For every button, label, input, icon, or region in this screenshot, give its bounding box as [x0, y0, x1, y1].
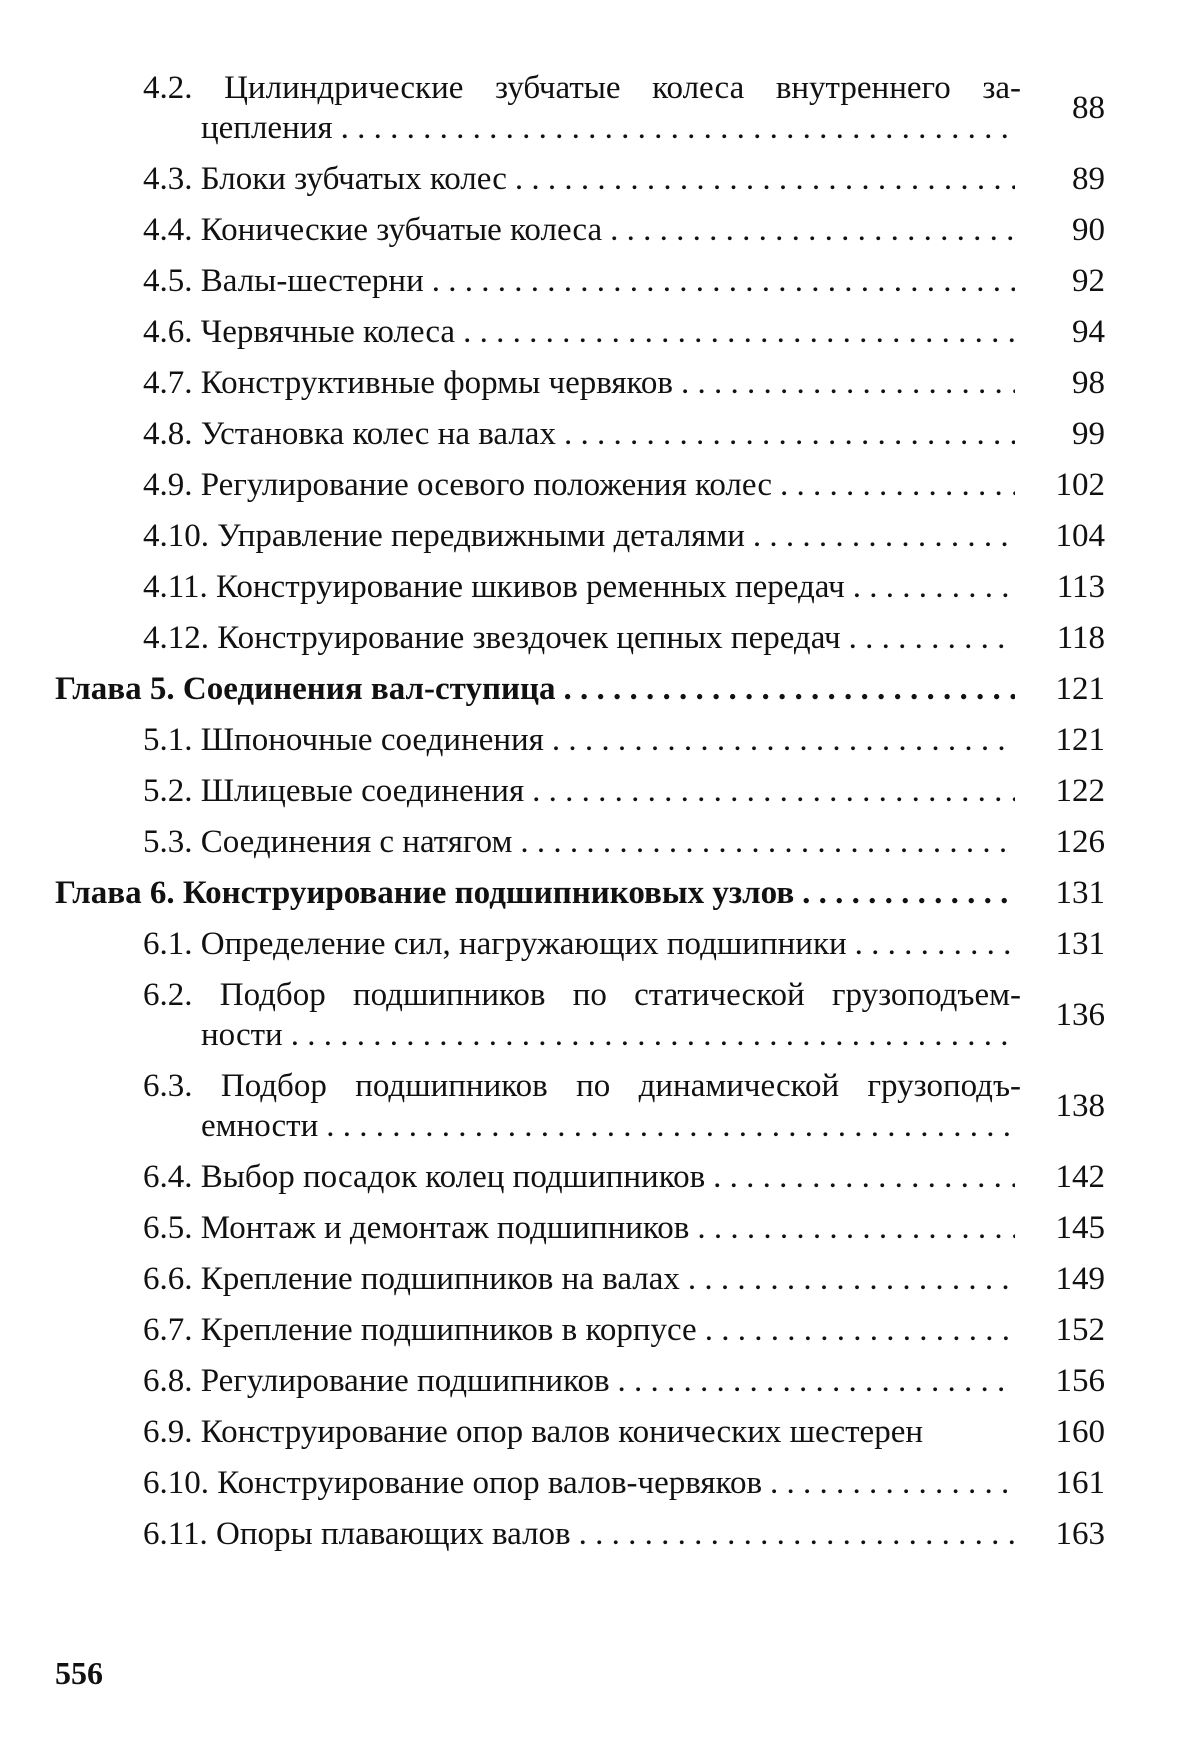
dot-leader [681, 363, 1015, 403]
toc-entry-title-block [55, 1514, 1021, 1554]
toc-entry-page: 99 [1072, 416, 1105, 452]
toc-section-entry [55, 516, 1105, 556]
toc-entry-title-block [55, 771, 1021, 811]
dot-leader [515, 159, 1015, 199]
toc-section-entry [55, 261, 1105, 301]
toc-entry-title-block [55, 669, 1021, 709]
toc-section-entry [55, 1463, 1105, 1503]
toc-entry-title-block [55, 822, 1021, 862]
toc-entry-title: 4.10. Управление передвижными деталями [143, 518, 745, 554]
toc-chapter-entry [55, 669, 1105, 709]
toc-entry-title-block [55, 465, 1021, 505]
toc-section-entry [55, 720, 1105, 760]
dot-leader [341, 108, 1015, 148]
toc-entry-title: 6.4. Выбор посадок колец подшипников [143, 1159, 706, 1195]
dot-leader [564, 414, 1015, 454]
toc-entry-page: 152 [1055, 1312, 1105, 1348]
dot-leader [618, 1361, 1015, 1401]
toc-section-entry [55, 1208, 1105, 1248]
toc-entry-title: 4.3. Блоки зубчатых колес [143, 161, 507, 197]
toc-entry-title: Глава 5. Соединения вал-ступица [55, 671, 556, 707]
toc-entry-title: 4.4. Конические зубчатые колеса [143, 212, 603, 248]
toc-entry-page: 104 [1055, 518, 1105, 554]
toc-entry-page: 94 [1072, 314, 1105, 350]
toc-entry-title-block [55, 159, 1021, 199]
toc-entry-title-block [55, 1157, 1021, 1197]
dot-leader [770, 1463, 1015, 1503]
dot-leader [432, 261, 1015, 301]
toc-section-entry [55, 618, 1105, 658]
toc-entry-title-line1: 6.2. Подбор подшипников по статической грузоподъем- [143, 977, 1021, 1013]
toc-section-entry [55, 159, 1105, 199]
toc-section-entry [55, 1310, 1105, 1350]
dot-leader [463, 312, 1015, 352]
toc-entry-title-line2: ности [201, 1017, 283, 1053]
toc-entry-title: 5.2. Шлицевые соединения [143, 773, 525, 809]
toc-entry-page: 138 [1055, 1088, 1105, 1124]
toc-entry-page: 161 [1055, 1465, 1105, 1501]
toc-entry-title: 4.6. Червячные колеса [143, 314, 456, 350]
toc-entry-title-line2: цепления [201, 110, 333, 146]
toc-entry-page: 160 [1055, 1414, 1105, 1450]
table-of-contents [55, 68, 1105, 1565]
toc-entry-title: 6.9. Конструирование опор валов конических шестерен [143, 1414, 924, 1450]
toc-entry-title: 4.5. Валы-шестерни [143, 263, 424, 299]
dot-leader [855, 924, 1015, 964]
toc-entry-page: 98 [1072, 365, 1105, 401]
toc-entry-title-block [55, 1208, 1021, 1248]
dot-leader [697, 1208, 1015, 1248]
toc-entry-title-block [55, 261, 1021, 301]
toc-section-entry [55, 771, 1105, 811]
toc-entry-title-line1: 6.3. Подбор подшипников по динамической грузоподъ- [143, 1068, 1021, 1104]
toc-entry-title-block [55, 618, 1021, 658]
dot-leader [780, 465, 1015, 505]
toc-section-entry [55, 975, 1105, 1055]
toc-entry-page: 121 [1055, 722, 1105, 758]
toc-entry-title: 4.9. Регулирование осевого положения колес [143, 467, 773, 503]
dot-leader [532, 771, 1015, 811]
dot-leader [849, 618, 1015, 658]
toc-entry-title: 6.10. Конструирование опор валов-червяков [143, 1465, 763, 1501]
toc-entry-title-block [55, 873, 1021, 913]
toc-entry-page: 149 [1055, 1261, 1105, 1297]
toc-entry-title-block [55, 1259, 1021, 1299]
toc-section-entry [55, 1259, 1105, 1299]
toc-section-entry [55, 924, 1105, 964]
toc-entry-page: 92 [1072, 263, 1105, 299]
toc-section-entry [55, 1157, 1105, 1197]
toc-entry-title: 6.11. Опоры плавающих валов [143, 1516, 571, 1552]
dot-leader [802, 873, 1015, 913]
toc-entry-page: 145 [1055, 1210, 1105, 1246]
toc-section-entry [55, 68, 1105, 148]
toc-entry-title-block [55, 1310, 1021, 1350]
dot-leader [563, 669, 1015, 709]
toc-entry-page: 88 [1072, 90, 1105, 126]
toc-section-entry [55, 363, 1105, 403]
toc-entry-title: 6.1. Определение сил, нагружающих подшипники [143, 926, 847, 962]
toc-entry-title-block [55, 975, 1021, 1055]
toc-section-entry [55, 1514, 1105, 1554]
toc-entry-page: 90 [1072, 212, 1105, 248]
toc-entry-title-block [55, 1066, 1021, 1146]
toc-entry-page: 136 [1055, 997, 1105, 1033]
toc-section-entry [55, 1066, 1105, 1146]
dot-leader [753, 516, 1015, 556]
toc-entry-title: Глава 6. Конструирование подшипниковых узлов [55, 875, 795, 911]
toc-entry-title-line1: 4.2. Цилиндрические зубчатые колеса внутреннего за- [143, 70, 1021, 106]
toc-entry-page: 131 [1055, 926, 1105, 962]
toc-section-entry [55, 465, 1105, 505]
toc-entry-title-block [55, 312, 1021, 352]
toc-entry-title-block [55, 210, 1021, 250]
page-number: 556 [55, 1655, 103, 1691]
toc-entry-title: 4.12. Конструирование звездочек цепных передач [143, 620, 841, 656]
toc-entry-title: 6.6. Крепление подшипников на валах [143, 1261, 680, 1297]
dot-leader [552, 720, 1015, 760]
toc-entry-title-block [55, 1361, 1021, 1401]
toc-entry-title: 4.11. Конструирование шкивов ременных передач [143, 569, 845, 605]
toc-chapter-entry [55, 873, 1105, 913]
toc-entry-page: 118 [1056, 620, 1105, 656]
toc-entry-page: 121 [1055, 671, 1105, 707]
dot-leader [520, 822, 1015, 862]
toc-entry-title-block [55, 567, 1021, 607]
toc-section-entry [55, 414, 1105, 454]
toc-entry-page: 156 [1055, 1363, 1105, 1399]
toc-entry-page: 131 [1055, 875, 1105, 911]
toc-entry-title-block [55, 924, 1021, 964]
dot-leader [610, 210, 1015, 250]
toc-entry-page: 102 [1055, 467, 1105, 503]
dot-leader [853, 567, 1015, 607]
toc-entry-title: 6.8. Регулирование подшипников [143, 1363, 610, 1399]
toc-entry-title-line2: емности [201, 1108, 319, 1144]
toc-entry-title-block [55, 68, 1021, 148]
toc-entry-page: 113 [1056, 569, 1105, 605]
toc-entry-page: 89 [1072, 161, 1105, 197]
toc-entry-page: 126 [1055, 824, 1105, 860]
dot-leader [688, 1259, 1015, 1299]
dot-leader [326, 1106, 1015, 1146]
toc-entry-page: 142 [1055, 1159, 1105, 1195]
toc-entry-title-block [55, 516, 1021, 556]
toc-entry-title: 6.7. Крепление подшипников в корпусе [143, 1312, 697, 1348]
toc-entry-title-block [55, 363, 1021, 403]
toc-section-entry [55, 312, 1105, 352]
toc-entry-page: 122 [1055, 773, 1105, 809]
dot-leader [713, 1157, 1015, 1197]
toc-entry-title: 4.7. Конструктивные формы червяков [143, 365, 673, 401]
toc-entry-title: 5.1. Шпоночные соединения [143, 722, 544, 758]
dot-leader [579, 1514, 1015, 1554]
toc-section-entry [55, 822, 1105, 862]
toc-section-entry [55, 567, 1105, 607]
dot-leader [291, 1015, 1015, 1055]
toc-entry-title: 6.5. Монтаж и демонтаж подшипников [143, 1210, 690, 1246]
toc-section-entry [55, 1361, 1105, 1401]
toc-entry-title-block [55, 1412, 1021, 1452]
toc-entry-page: 163 [1055, 1516, 1105, 1552]
toc-entry-title-block [55, 414, 1021, 454]
toc-entry-title-block [55, 720, 1021, 760]
toc-entry-title-block [55, 1463, 1021, 1503]
toc-entry-title: 5.3. Соединения с натягом [143, 824, 513, 860]
toc-section-entry [55, 1412, 1105, 1452]
toc-entry-title: 4.8. Установка колес на валах [143, 416, 556, 452]
toc-section-entry [55, 210, 1105, 250]
dot-leader [705, 1310, 1015, 1350]
